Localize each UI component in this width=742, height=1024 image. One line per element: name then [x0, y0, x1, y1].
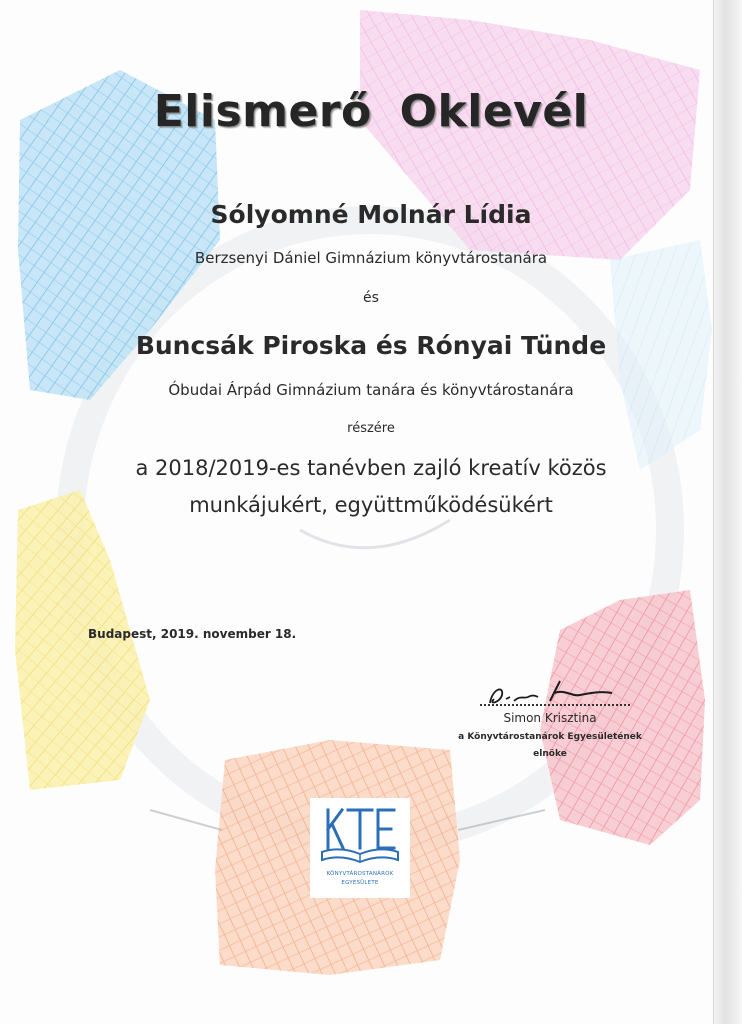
recipient2-affiliation: Óbudai Árpád Gimnázium tanára és könyvtárostanára — [168, 381, 574, 399]
signatory-role-line2: elnöke — [533, 749, 567, 759]
signatory-role-line1: a Könyvtárostanárok Egyesületének — [458, 732, 642, 742]
recipient1-name: Sólyomné Molnár Lídia — [210, 200, 532, 229]
kte-logo-mark — [318, 802, 402, 864]
for-text: részére — [347, 421, 395, 436]
logo-text-line2: EGYESÜLETE — [341, 880, 379, 886]
signature-line — [480, 704, 630, 706]
kte-logo — [310, 798, 410, 898]
conjunction-text: és — [363, 290, 379, 306]
signatory-name: Simon Krisztina — [503, 711, 597, 725]
logo-text-line1: KÖNYVTÁROSTANÁROK — [326, 871, 394, 877]
reason-line-2: munkájukért, együttműködésükért — [189, 493, 553, 517]
place-date: Budapest, 2019. november 18. — [88, 627, 297, 641]
certificate-title: Elismerő Oklevél — [153, 86, 589, 137]
recipient1-affiliation: Berzsenyi Dániel Gimnázium könyvtárostanára — [194, 249, 548, 267]
recipient2-names: Buncsák Piroska és Rónyai Tünde — [135, 331, 607, 360]
reason-line-1: a 2018/2019-es tanévben zajló kreatív közös — [135, 456, 607, 480]
